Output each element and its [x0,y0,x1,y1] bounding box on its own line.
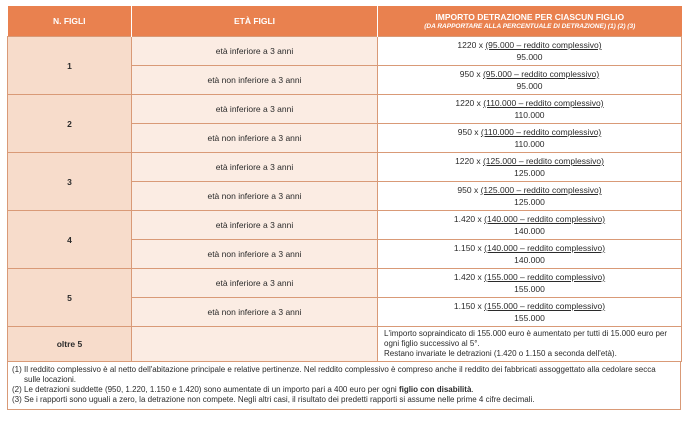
footnotes [7,362,681,410]
importo-amount: 950 x [457,127,479,137]
footnote-2-bold: figlio con disabilità [398,385,472,394]
importo-numerator: (95.000 – reddito complessivo) [485,40,602,50]
header-importo-subtitle: (DA RAPPORTARE ALLA PERCENTUALE DI DETRAZIONE) (1) (2) (3) [424,23,636,30]
header-importo [378,6,682,37]
table-row [8,269,682,298]
importo-numerator: (95.000 – reddito complessivo) [482,69,600,79]
eta-cell: età non inferiore a 3 anni [132,298,378,327]
table-row [8,211,682,240]
n-figli-cell: 3 [8,153,132,211]
importo-cell [378,269,682,298]
n-figli-cell: 5 [8,269,132,327]
footnote-1: (1) Il reddito complessivo è al netto dell'abitazione principale e relative pertinenze. Nel reddito complessivo è compreso anche il reddito dei fabbricati assoggettato alla cedolare secca sulle locazioni. [12,365,656,384]
importo-numerator: (110.000 – reddito complessivo) [480,127,602,137]
oltre-line-2: Restano invariate le detrazioni (1.420 o 1.150 a seconda dell'età). [384,349,617,358]
footnote-2-end: . [471,385,474,394]
importo-cell [378,211,682,240]
importo-numerator: (125.000 – reddito complessivo) [482,156,604,166]
oltre-line-1: L'importo sopraindicato di 155.000 euro è aumentato per tutti di 15.000 euro per ogni figlio successivo al 5°. [384,329,668,348]
importo-numerator: (140.000 – reddito complessivo) [484,243,606,253]
importo-cell [378,124,682,153]
eta-cell: età inferiore a 3 anni [132,211,378,240]
footnote-3: (3) Se i rapporti sono uguali a zero, la detrazione non compete. Negli altri casi, il risultato dei predetti rapporti si assume nelle prime 4 cifre decimali. [12,395,535,404]
importo-formula [378,155,681,167]
importo-numerator: (155.000 – reddito complessivo) [484,272,606,282]
n-figli-cell: 4 [8,211,132,269]
importo-formula [378,213,681,225]
eta-cell: età non inferiore a 3 anni [132,124,378,153]
importo-denominator: 155.000 [514,313,545,323]
importo-numerator: (110.000 – reddito complessivo) [483,98,604,108]
importo-formula [378,242,681,254]
importo-formula [378,97,681,109]
importo-formula [378,39,681,51]
detrazioni-figli-table [7,6,681,410]
importo-cell [378,66,682,95]
importo-denominator: 140.000 [514,255,545,265]
importo-formula [378,271,681,283]
eta-cell: età inferiore a 3 anni [132,153,378,182]
eta-cell-empty [132,327,378,362]
importo-cell [378,182,682,211]
importo-cell [378,153,682,182]
importo-cell [378,95,682,124]
eta-cell: età inferiore a 3 anni [132,95,378,124]
importo-numerator: (155.000 – reddito complessivo) [484,301,606,311]
header-importo-title: IMPORTO DETRAZIONE PER CIASCUN FIGLIO [435,12,625,22]
importo-numerator: (140.000 – reddito complessivo) [484,214,606,224]
importo-denominator: 155.000 [514,284,545,294]
footnote-2 [8,385,680,395]
table-body [8,37,682,362]
importo-amount: 1220 x [455,98,481,108]
header-n-figli: N. FIGLI [8,6,132,37]
header-eta-figli: ETÀ FIGLI [132,6,378,37]
importo-formula [378,184,681,196]
importo-formula [378,68,681,80]
eta-cell: età non inferiore a 3 anni [132,66,378,95]
importo-denominator: 125.000 [514,168,545,178]
importo-denominator: 95.000 [516,81,543,91]
importo-numerator: (125.000 – reddito complessivo) [480,185,602,195]
eta-cell: età inferiore a 3 anni [132,37,378,66]
eta-cell: età inferiore a 3 anni [132,269,378,298]
importo-amount: 1.150 x [453,301,482,311]
importo-formula [378,126,681,138]
n-figli-oltre: oltre 5 [8,327,132,362]
importo-denominator: 95.000 [516,52,543,62]
table [7,6,682,362]
importo-denominator: 110.000 [514,110,545,120]
n-figli-cell: 1 [8,37,132,95]
table-row [8,95,682,124]
importo-denominator: 140.000 [514,226,545,236]
importo-denominator: 110.000 [514,139,545,149]
importo-amount: 950 x [457,185,479,195]
importo-amount: 1220 x [457,40,483,50]
importo-cell [378,37,682,66]
importo-cell [378,240,682,269]
importo-amount: 1.420 x [453,214,482,224]
oltre-text [378,327,682,362]
importo-amount: 1220 x [455,156,481,166]
n-figli-cell: 2 [8,95,132,153]
table-row-oltre [8,327,682,362]
table-row [8,153,682,182]
importo-amount: 950 x [459,69,481,79]
importo-cell [378,298,682,327]
header-row [8,6,682,37]
table-row [8,37,682,66]
footnote-2-text: (2) Le detrazioni suddette (950, 1.220, 1.150 e 1.420) sono aumentate di un importo pari a 400 euro per ogni [12,385,397,394]
importo-formula [378,300,681,312]
importo-amount: 1.420 x [453,272,482,282]
eta-cell: età non inferiore a 3 anni [132,182,378,211]
eta-cell: età non inferiore a 3 anni [132,240,378,269]
importo-denominator: 125.000 [514,197,545,207]
importo-amount: 1.150 x [453,243,482,253]
